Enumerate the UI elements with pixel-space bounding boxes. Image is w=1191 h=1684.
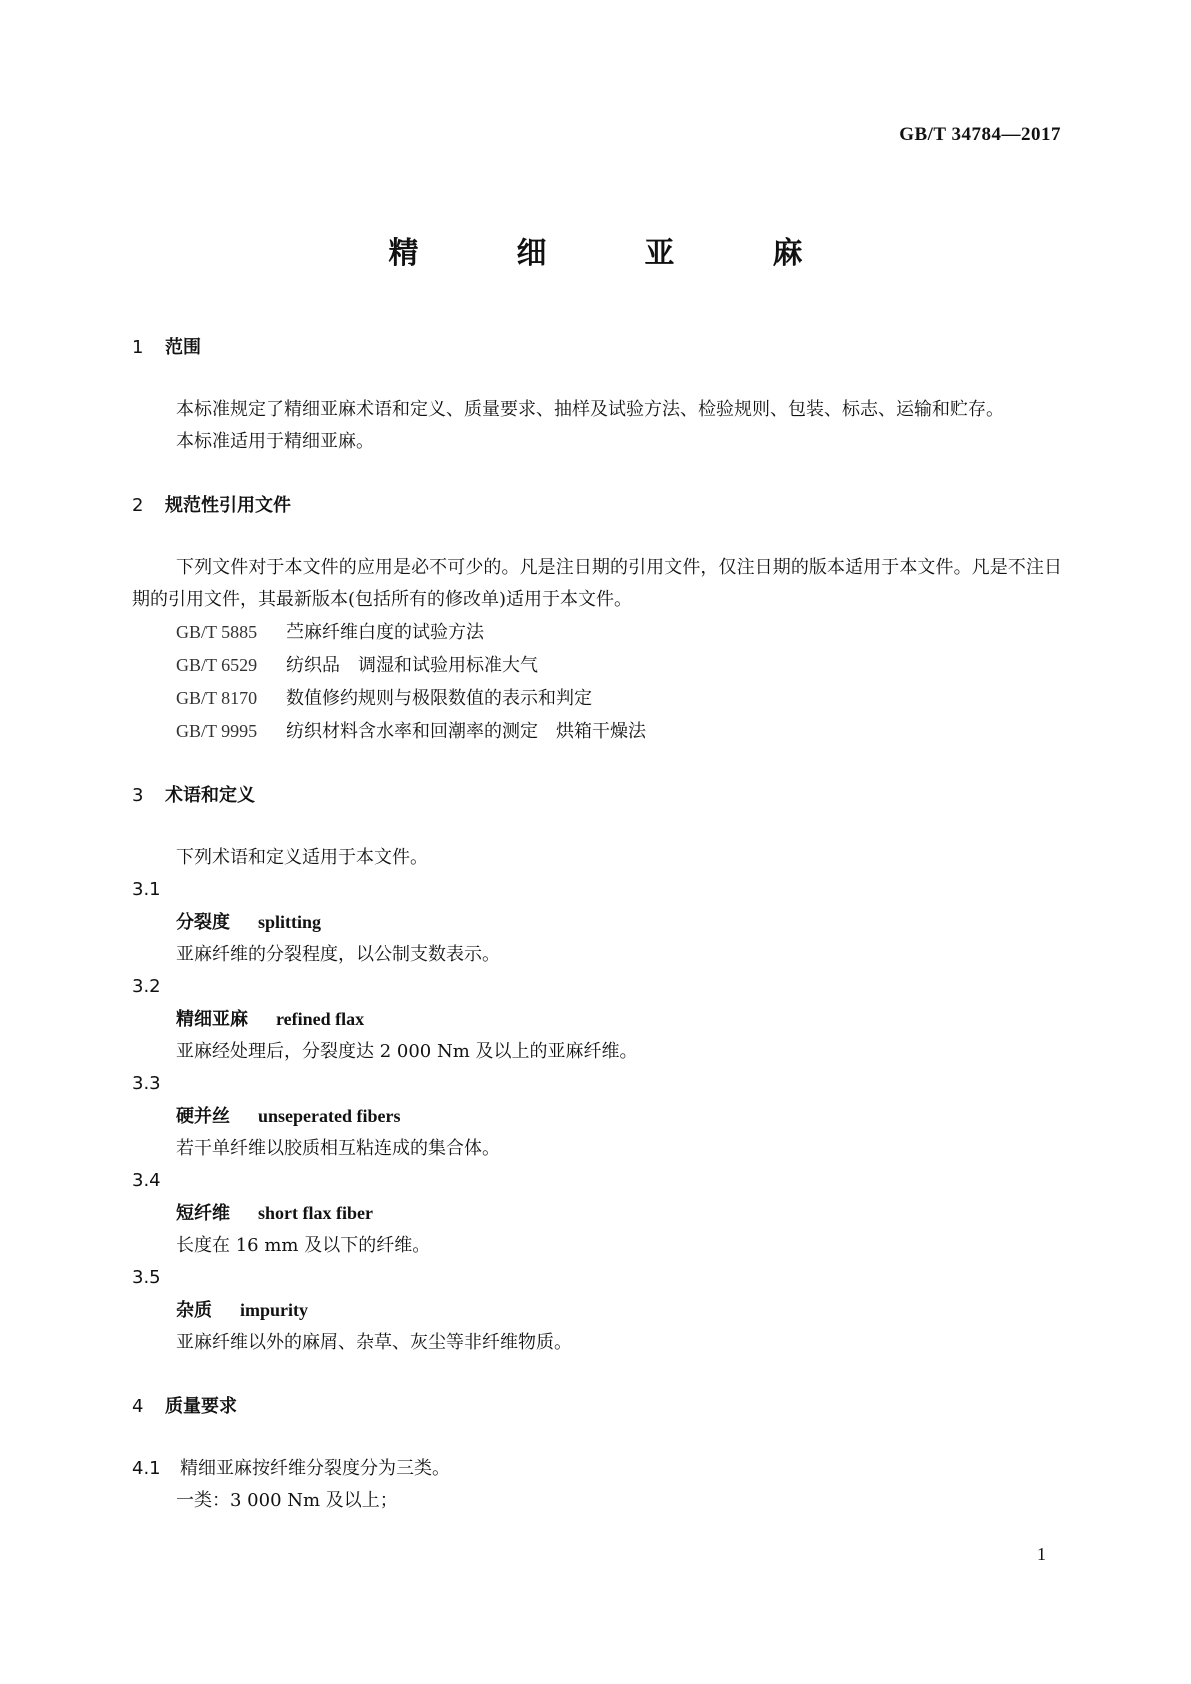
section-number: 4 — [132, 1396, 144, 1417]
reference-item — [132, 616, 1062, 649]
section-title: 规范性引用文件 — [165, 495, 291, 516]
section-title: 范围 — [165, 337, 201, 358]
clause-text: 精细亚麻按纤维分裂度分为三类。 — [180, 1458, 450, 1479]
section-3-heading — [132, 780, 1062, 812]
section-number: 1 — [132, 337, 144, 358]
term-zh: 短纤维 — [176, 1203, 230, 1224]
term-en: splitting — [258, 912, 322, 932]
reference-title: 纺织材料含水率和回潮率的测定 烘箱干燥法 — [286, 721, 646, 742]
clause-number: 4.1 — [132, 1458, 161, 1479]
document-body — [132, 332, 1062, 1517]
term-number: 3.5 — [132, 1267, 161, 1288]
class-item: 一类：3 000 Nm 及以上； — [176, 1490, 398, 1511]
reference-title: 纺织品 调湿和试验用标准大气 — [286, 655, 538, 676]
term-number: 3.3 — [132, 1073, 161, 1094]
term-zh: 分裂度 — [176, 912, 230, 933]
section-number: 2 — [132, 495, 144, 516]
reference-code: GB/T 9995 — [176, 721, 258, 741]
reference-title: 数值修约规则与极限数值的表示和判定 — [286, 688, 592, 709]
section-title: 术语和定义 — [165, 785, 255, 806]
reference-item — [132, 649, 1062, 682]
document-title: 精 细 亚 麻 — [388, 236, 837, 271]
reference-code: GB/T 6529 — [176, 655, 258, 675]
section-1-heading — [132, 332, 1062, 364]
section-title: 质量要求 — [165, 1396, 237, 1417]
reference-item — [132, 715, 1062, 748]
reference-item — [132, 682, 1062, 715]
term-definition: 若干单纤维以胶质相互粘连成的集合体。 — [176, 1138, 500, 1159]
term-en: unseperated fibers — [258, 1106, 401, 1126]
term-definition: 亚麻纤维的分裂程度，以公制支数表示。 — [176, 944, 500, 965]
term-zh: 精细亚麻 — [176, 1009, 248, 1030]
clause-4-1 — [132, 1453, 1062, 1485]
term-en: short flax fiber — [258, 1203, 373, 1223]
term-number: 3.2 — [132, 976, 161, 997]
term-en: refined flax — [276, 1009, 365, 1029]
section-4-heading — [132, 1391, 1062, 1423]
standard-code: GB/T 34784—2017 — [899, 124, 1061, 145]
term-heading — [132, 1003, 1062, 1036]
normative-intro: 下列文件对于本文件的应用是必不可少的。凡是注日期的引用文件，仅注日期的版本适用于本文件。凡是不注日期的引用文件，其最新版本(包括所有的修改单)适用于本文件。 — [132, 557, 1062, 610]
term-number: 3.1 — [132, 879, 161, 900]
term-definition: 亚麻纤维以外的麻屑、杂草、灰尘等非纤维物质。 — [176, 1332, 572, 1353]
reference-code: GB/T 8170 — [176, 688, 258, 708]
terms-intro: 下列术语和定义适用于本文件。 — [176, 847, 428, 868]
section-2-heading — [132, 490, 1062, 522]
term-heading — [132, 1100, 1062, 1133]
reference-code: GB/T 5885 — [176, 622, 258, 642]
page-number: 1 — [1037, 1544, 1046, 1564]
reference-title: 苎麻纤维白度的试验方法 — [286, 622, 484, 643]
term-zh: 杂质 — [176, 1300, 212, 1321]
term-definition: 长度在 16 mm 及以下的纤维。 — [176, 1235, 431, 1256]
term-heading — [132, 906, 1062, 939]
term-number: 3.4 — [132, 1170, 161, 1191]
scope-paragraph: 本标准规定了精细亚麻术语和定义、质量要求、抽样及试验方法、检验规则、包装、标志、运输和贮存。 — [176, 399, 1004, 420]
term-heading — [132, 1294, 1062, 1327]
term-zh: 硬并丝 — [176, 1106, 230, 1127]
term-definition: 亚麻经处理后，分裂度达 2 000 Nm 及以上的亚麻纤维。 — [176, 1041, 638, 1062]
section-number: 3 — [132, 785, 144, 806]
term-heading — [132, 1197, 1062, 1230]
term-en: impurity — [240, 1300, 309, 1320]
scope-applicability: 本标准适用于精细亚麻。 — [176, 431, 374, 452]
